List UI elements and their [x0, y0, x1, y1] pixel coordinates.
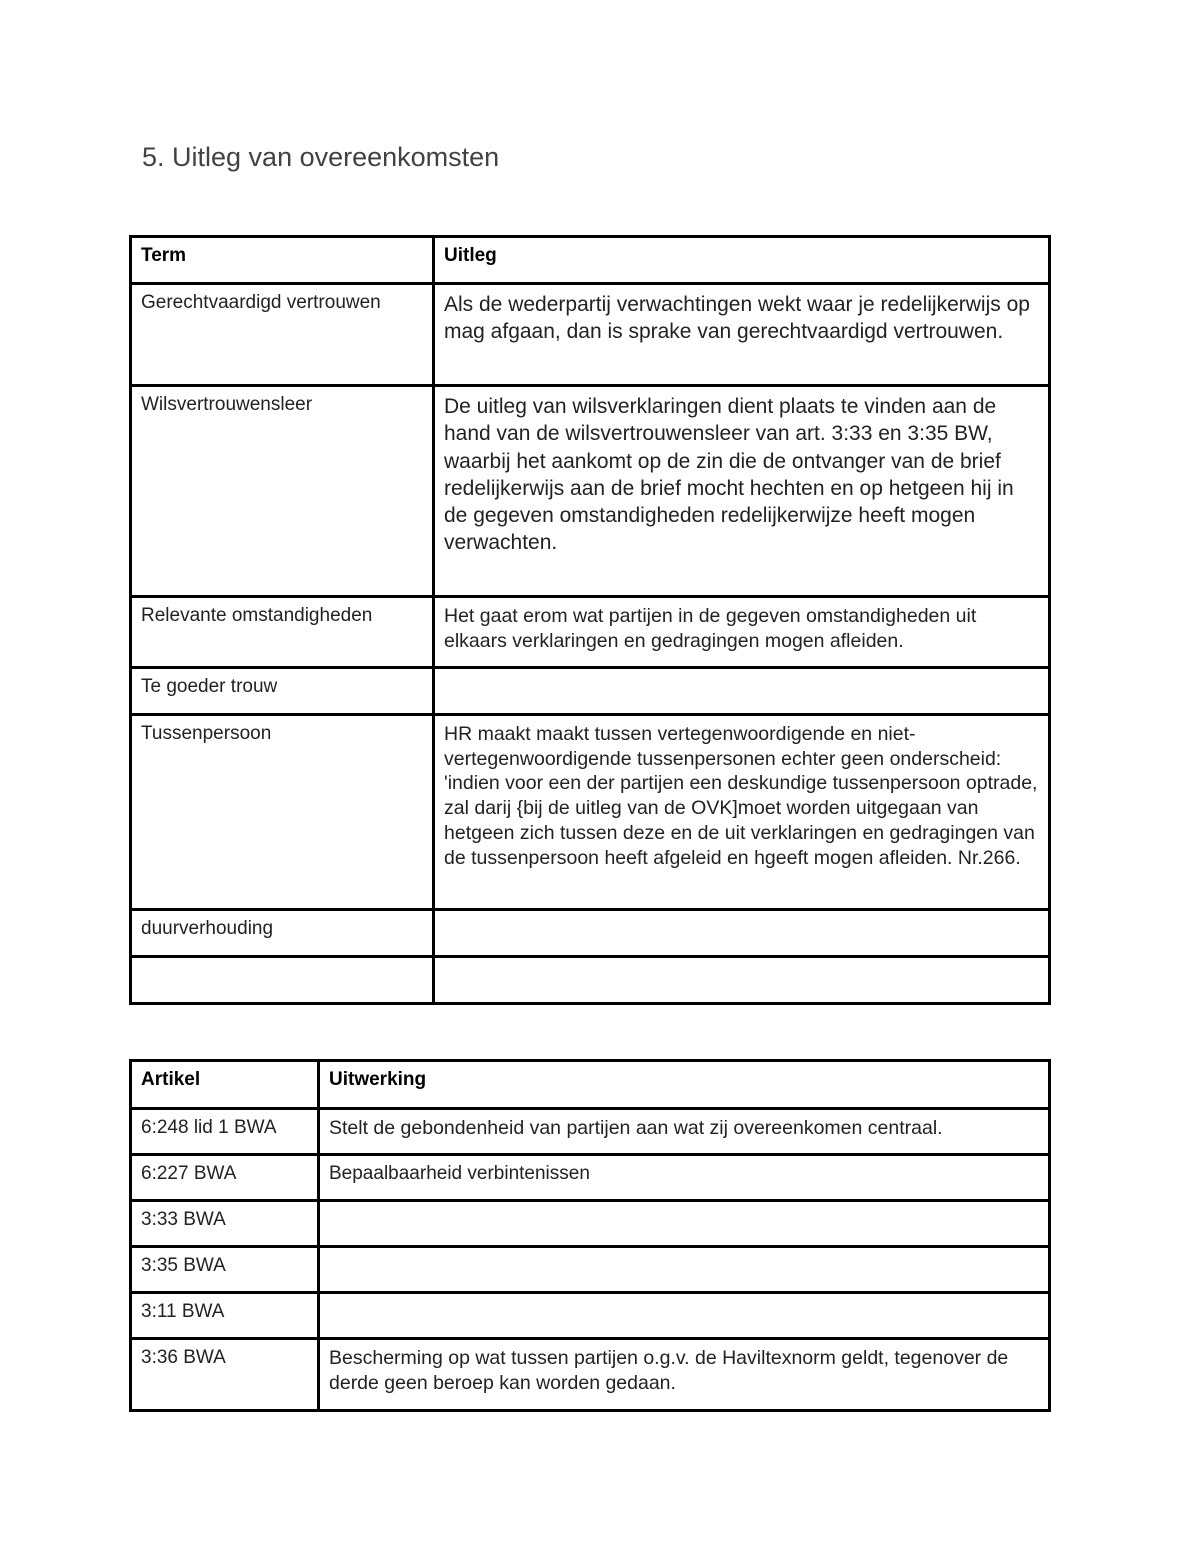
uitwerking-cell: Bescherming op wat tussen partijen o.g.v. de Haviltexnorm geldt, tegenover de derde geen beroep kan worden gedaan. [319, 1339, 1050, 1411]
term-cell: Wilsvertrouwensleer [131, 386, 434, 597]
artikel-cell: 3:36 BWA [131, 1339, 319, 1411]
term-cell [131, 957, 434, 1004]
uitleg-cell [434, 957, 1050, 1004]
artikel-cell: 6:248 lid 1 BWA [131, 1109, 319, 1155]
column-header-uitleg: Uitleg [434, 237, 1050, 284]
table-row [131, 386, 1050, 597]
table-row [131, 910, 1050, 957]
table-row [131, 1201, 1050, 1247]
uitleg-cell: Het gaat erom wat partijen in de gegeven omstandigheden uit elkaars verklaringen en gedragingen mogen afleiden. [434, 597, 1050, 668]
uitleg-cell: HR maakt maakt tussen vertegenwoordigende en niet-vertegenwoordigende tussenpersonen echter geen onderscheid: 'indien voor een der partijen een deskundige tussenpersoon optrade, zal darij {bij de uitleg van de OVK]moet worden uitgegaan van hetgeen zich tussen deze en de uit verklaringen en gedragingen van de tussenpersoon heeft afgeleid en hgeeft mogen afleiden. Nr.266. [434, 715, 1050, 910]
artikel-cell: 3:33 BWA [131, 1201, 319, 1247]
term-cell: duurverhouding [131, 910, 434, 957]
table-row [131, 715, 1050, 910]
table-row [131, 957, 1050, 1004]
uitwerking-cell: Bepaalbaarheid verbintenissen [319, 1155, 1050, 1201]
uitwerking-cell [319, 1293, 1050, 1339]
table-row [131, 668, 1050, 715]
column-header-uitwerking: Uitwerking [319, 1061, 1050, 1109]
table-header-row [131, 237, 1050, 284]
table-row [131, 597, 1050, 668]
uitleg-cell [434, 910, 1050, 957]
uitwerking-cell [319, 1201, 1050, 1247]
artikel-cell: 3:11 BWA [131, 1293, 319, 1339]
term-cell: Relevante omstandigheden [131, 597, 434, 668]
table-header-row [131, 1061, 1050, 1109]
table-row [131, 1339, 1050, 1411]
artikel-cell: 3:35 BWA [131, 1247, 319, 1293]
uitwerking-cell: Stelt de gebondenheid van partijen aan wat zij overeenkomen centraal. [319, 1109, 1050, 1155]
column-header-artikel: Artikel [131, 1061, 319, 1109]
artikel-cell: 6:227 BWA [131, 1155, 319, 1201]
term-cell: Te goeder trouw [131, 668, 434, 715]
page-title: 5. Uitleg van overeenkomsten [142, 142, 500, 172]
uitleg-cell [434, 668, 1050, 715]
articles-table [129, 1059, 1051, 1412]
table-row [131, 1247, 1050, 1293]
term-cell: Gerechtvaardigd vertrouwen [131, 284, 434, 386]
terms-table [129, 235, 1051, 1005]
uitleg-cell: Als de wederpartij verwachtingen wekt waar je redelijkerwijs op mag afgaan, dan is sprake van gerechtvaardigd vertrouwen. [434, 284, 1050, 386]
table-row [131, 284, 1050, 386]
table-row [131, 1109, 1050, 1155]
column-header-term: Term [131, 237, 434, 284]
table-row [131, 1293, 1050, 1339]
uitwerking-cell [319, 1247, 1050, 1293]
uitleg-cell: De uitleg van wilsverklaringen dient plaats te vinden aan de hand van de wilsvertrouwensleer van art. 3:33 en 3:35 BW, waarbij het aankomt op de zin die de ontvanger van de brief redelijkerwijs aan de brief mocht hechten en op hetgeen hij in de gegeven omstandigheden redelijkerwijze heeft mogen verwachten. [434, 386, 1050, 597]
term-cell: Tussenpersoon [131, 715, 434, 910]
table-row [131, 1155, 1050, 1201]
